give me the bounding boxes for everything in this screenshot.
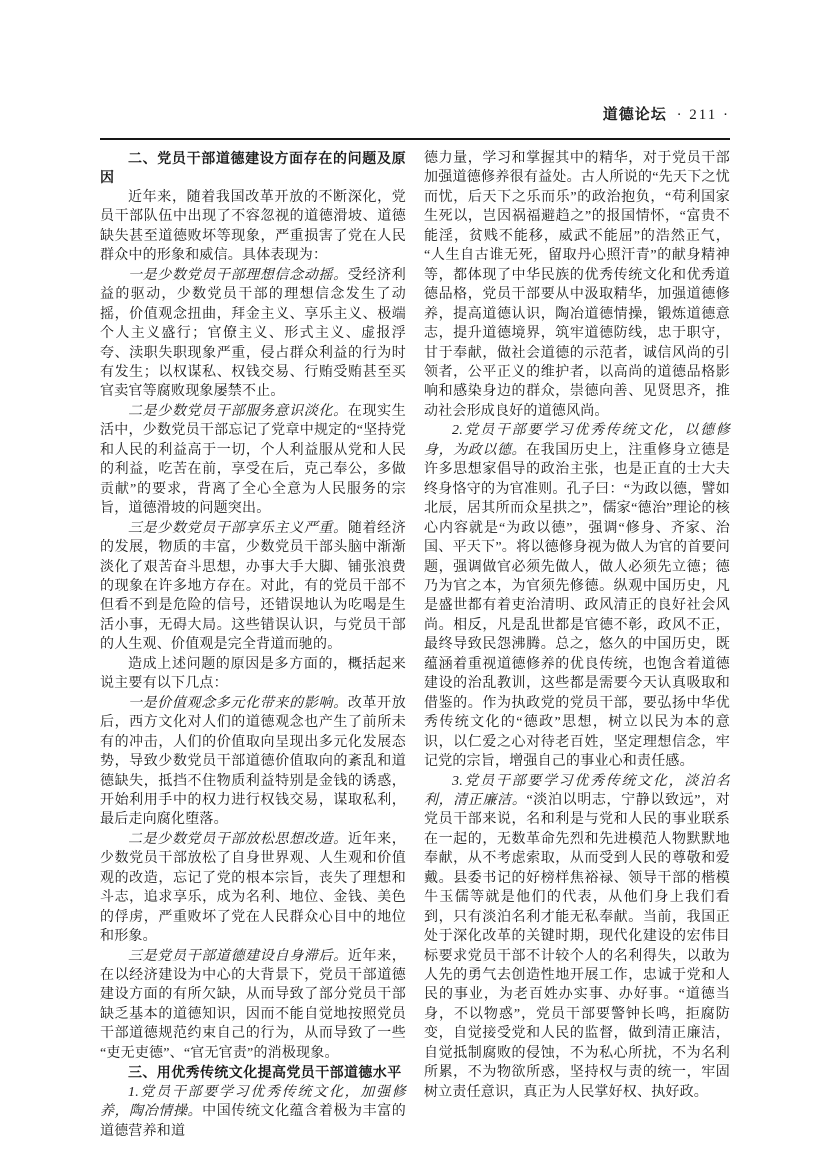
paragraph-lead: 一是少数党员干部理想信念动摇。	[128, 267, 348, 283]
paragraph-text: 近年来，少数党员干部放松了自身世界观、人生观和价值观的改造，忘记了党的根本宗旨，丧失了理想和斗志，追求享乐，成为名利、地位、金钱、美色的俘虏，严重败坏了党在人民群众心目中的地位和形象。	[100, 831, 406, 945]
running-head	[100, 103, 730, 124]
journal-title: 道德论坛	[602, 106, 667, 123]
paragraph	[100, 947, 406, 1064]
paragraph-text: 三、用优秀传统文化提高党员干部道德水平	[128, 1064, 402, 1081]
paragraph-lead: 1.党员干部要学习优秀传统文化，加强修养，陶冶情操。	[100, 1084, 406, 1120]
paragraph-lead: 三是党员干部道德建设自身滞后。	[128, 948, 348, 964]
section-heading	[100, 149, 406, 188]
paragraph	[100, 402, 406, 519]
header-rule	[100, 138, 730, 140]
paragraph	[424, 421, 730, 771]
paragraph-text: 改革开放后，西方文化对人们的道德观念也产生了前所未有的冲击，人们的价值取向呈现出多元化发展态势，导致少数党员干部道德价值取向的紊乱和道德缺失，抵挡不住物质利益特别是金钱的诱惑，开始利用手中的权力进行权钱交易，谋取私利，最后走向腐化堕落。	[100, 695, 406, 828]
paragraph	[100, 1083, 406, 1141]
paragraph	[424, 772, 730, 1103]
paragraph	[100, 694, 406, 830]
paragraph-text: 在现实生活中，少数党员干部忘记了党章中规定的“坚持党和人民的利益高于一切，个人利益服从党和人民的利益，吃苦在前，享受在后，克己奉公，多做贡献”的要求，背离了全心全意为人民服务的宗旨，道德滑坡的问题突出。	[100, 403, 406, 517]
paragraph-lead: 3.党员干部要学习优秀传统文化，淡泊名利，清正廉洁。	[424, 773, 730, 808]
paragraph-lead: 三是少数党员干部享乐主义严重。	[128, 520, 348, 536]
paragraph-text: 近年来，随着我国改革开放的不断深化，党员干部队伍中出现了不容忽视的道德滑坡、道德缺失甚至道德败坏等现象，严重损害了党在人民群众中的形象和威信。具体表现为：	[100, 189, 406, 264]
paragraph	[100, 266, 406, 402]
paragraph	[424, 149, 730, 421]
paragraph-lead: 一是价值观念多元化带来的影响。	[128, 695, 348, 711]
paragraph	[100, 519, 406, 655]
paragraph-text: 随着经济的发展，物质的丰富，少数党员干部头脑中渐渐淡化了艰苦奋斗思想，办事大手大脚、铺张浪费的现象在许多地方存在。对此，有的党员干部不但看不到是危险的信号，还错误地认为吃喝是生活小事，无碍大局。这些错误认识，与党员干部的人生观、价值观是完全背道而驰的。	[100, 520, 406, 653]
paragraph-text: 造成上述问题的原因是多方面的，概括起来说主要有以下几点：	[100, 656, 406, 692]
paragraph-text: 中国传统文化蕴含着极为丰富的道德营养和道	[100, 1104, 406, 1139]
paragraph-text: 受经济利益的驱动，少数党员干部的理想信念发生了动摇，价值观念扭曲，拜金主义、享乐主义、极端个人主义盛行；官僚主义、形式主义、虚报浮夸、渎职失职现象严重，侵占群众利益的行为时有发生；以权谋私、权钱交易、行贿受贿甚至买官卖官等腐败现象屡禁不止。	[100, 267, 406, 400]
paragraph-text: 近年来，在以经济建设为中心的大背景下，党员干部道德建设方面的有所欠缺，从而导致了部分党员干部缺乏基本的道德知识，因而不能自觉地按照党员干部道德规范约束自己的行为，从而导致了一些“吏无吏德”、“官无官责”的消极现象。	[100, 948, 406, 1061]
paragraph-text: 二、党员干部道德建设方面存在的问题及原因	[100, 150, 406, 186]
paragraph-text: 德力量，学习和掌握其中的精华，对于党员干部加强道德修养很有益处。古人所说的“先天下之忧而忧，后天下之乐而乐”的政治抱负，“苟利国家生死以，岂因祸福避趋之”的报国情怀，“富贵不能淫，贫贱不能移，威武不能屈”的浩然正气，“人生自古谁无死，留取丹心照汗青”的献身精神等，都体现了中华民族的优秀传统文化和优秀道德品格，党员干部要从中汲取精华，加强道德修养，提高道德认识，陶冶道德情操，锻炼道德意志，提升道德境界，筑牢道德防线，忠于职守，甘于奉献，做社会道德的示范者，诚信风尚的引领者，公平正义的维护者，以高尚的道德品格影响和感染身边的群众，崇德向善、见贤思齐，推动社会形成良好的道德风尚。	[424, 151, 730, 419]
paragraph-lead: 2.党员干部要学习优秀传统文化，以德修身，为政以德。	[424, 423, 730, 458]
paragraph-text: 在我国历史上，注重修身立德是许多思想家倡导的政治主张，也是正直的士大夫终身恪守的为官准则。孔子曰：“为政以德，譬如北辰，居其所而众星拱之”，儒家“德治”理论的核心内容就是“为政以德”，强调“修身、齐家、治国、平天下”。将以德修身视为做人为官的首要问题，强调做官必须先做人，做人必须先立德；德乃为官之本，为官须先修德。纵观中国历史，凡是盛世都有着吏治清明、政风清正的良好社会风尚。相反，凡是乱世都是官德不彰，政风不正，最终导致民怨沸腾。总之，悠久的中国历史，既蕴涵着重视道德修养的优良传统，也饱含着道德建设的治乱教训，这些都是需要今天认真吸取和借鉴的。作为执政党的党员干部，要弘扬中华优秀传统文化的“德政”思想，树立以民为本的意识，以仁爱之心对待老百姓，坚定理想信念，牢记党的宗旨，增强自己的事业心和责任感。	[424, 442, 730, 770]
article-body	[100, 149, 730, 1141]
column-right	[424, 149, 730, 1141]
paragraph	[100, 830, 406, 947]
paragraph-lead: 二是少数党员干部放松思想改造。	[128, 831, 348, 847]
paragraph	[100, 655, 406, 694]
paragraph-lead: 二是少数党员干部服务意识淡化。	[128, 403, 348, 419]
paragraph	[100, 188, 406, 266]
paragraph-text: “淡泊以明志，宁静以致远”，对党员干部来说，名和利是与党和人民的事业联系在一起的，无数革命先烈和先进模范人物默默地奉献，从不考虑索取，从而受到人民的尊敬和爱戴。县委书记的好榜样焦裕禄、领导干部的楷模牛玉儒等就是他们的代表，从他们身上我们看到，只有淡泊名利才能无私奉献。当前，我国正处于深化改革的关键时期，现代化建设的宏伟目标要求党员干部不计较个人的名利得失，以敢为人先的勇气去创造性地开展工作，忠诚于党和人民的事业，为老百姓办实事、办好事。“道德当身，不以物惑”，党员干部要警钟长鸣，拒腐防变，自觉接受党和人民的监督，做到清正廉洁，自觉抵制腐败的侵蚀，不为私心所扰，不为名利所累，不为物欲所惑，坚持权与责的统一，牢固树立责任意识，真正为人民掌好权、执好政。	[424, 792, 730, 1100]
page-number: · 211 ·	[676, 107, 730, 123]
section-heading	[100, 1063, 406, 1082]
column-left	[100, 149, 406, 1141]
